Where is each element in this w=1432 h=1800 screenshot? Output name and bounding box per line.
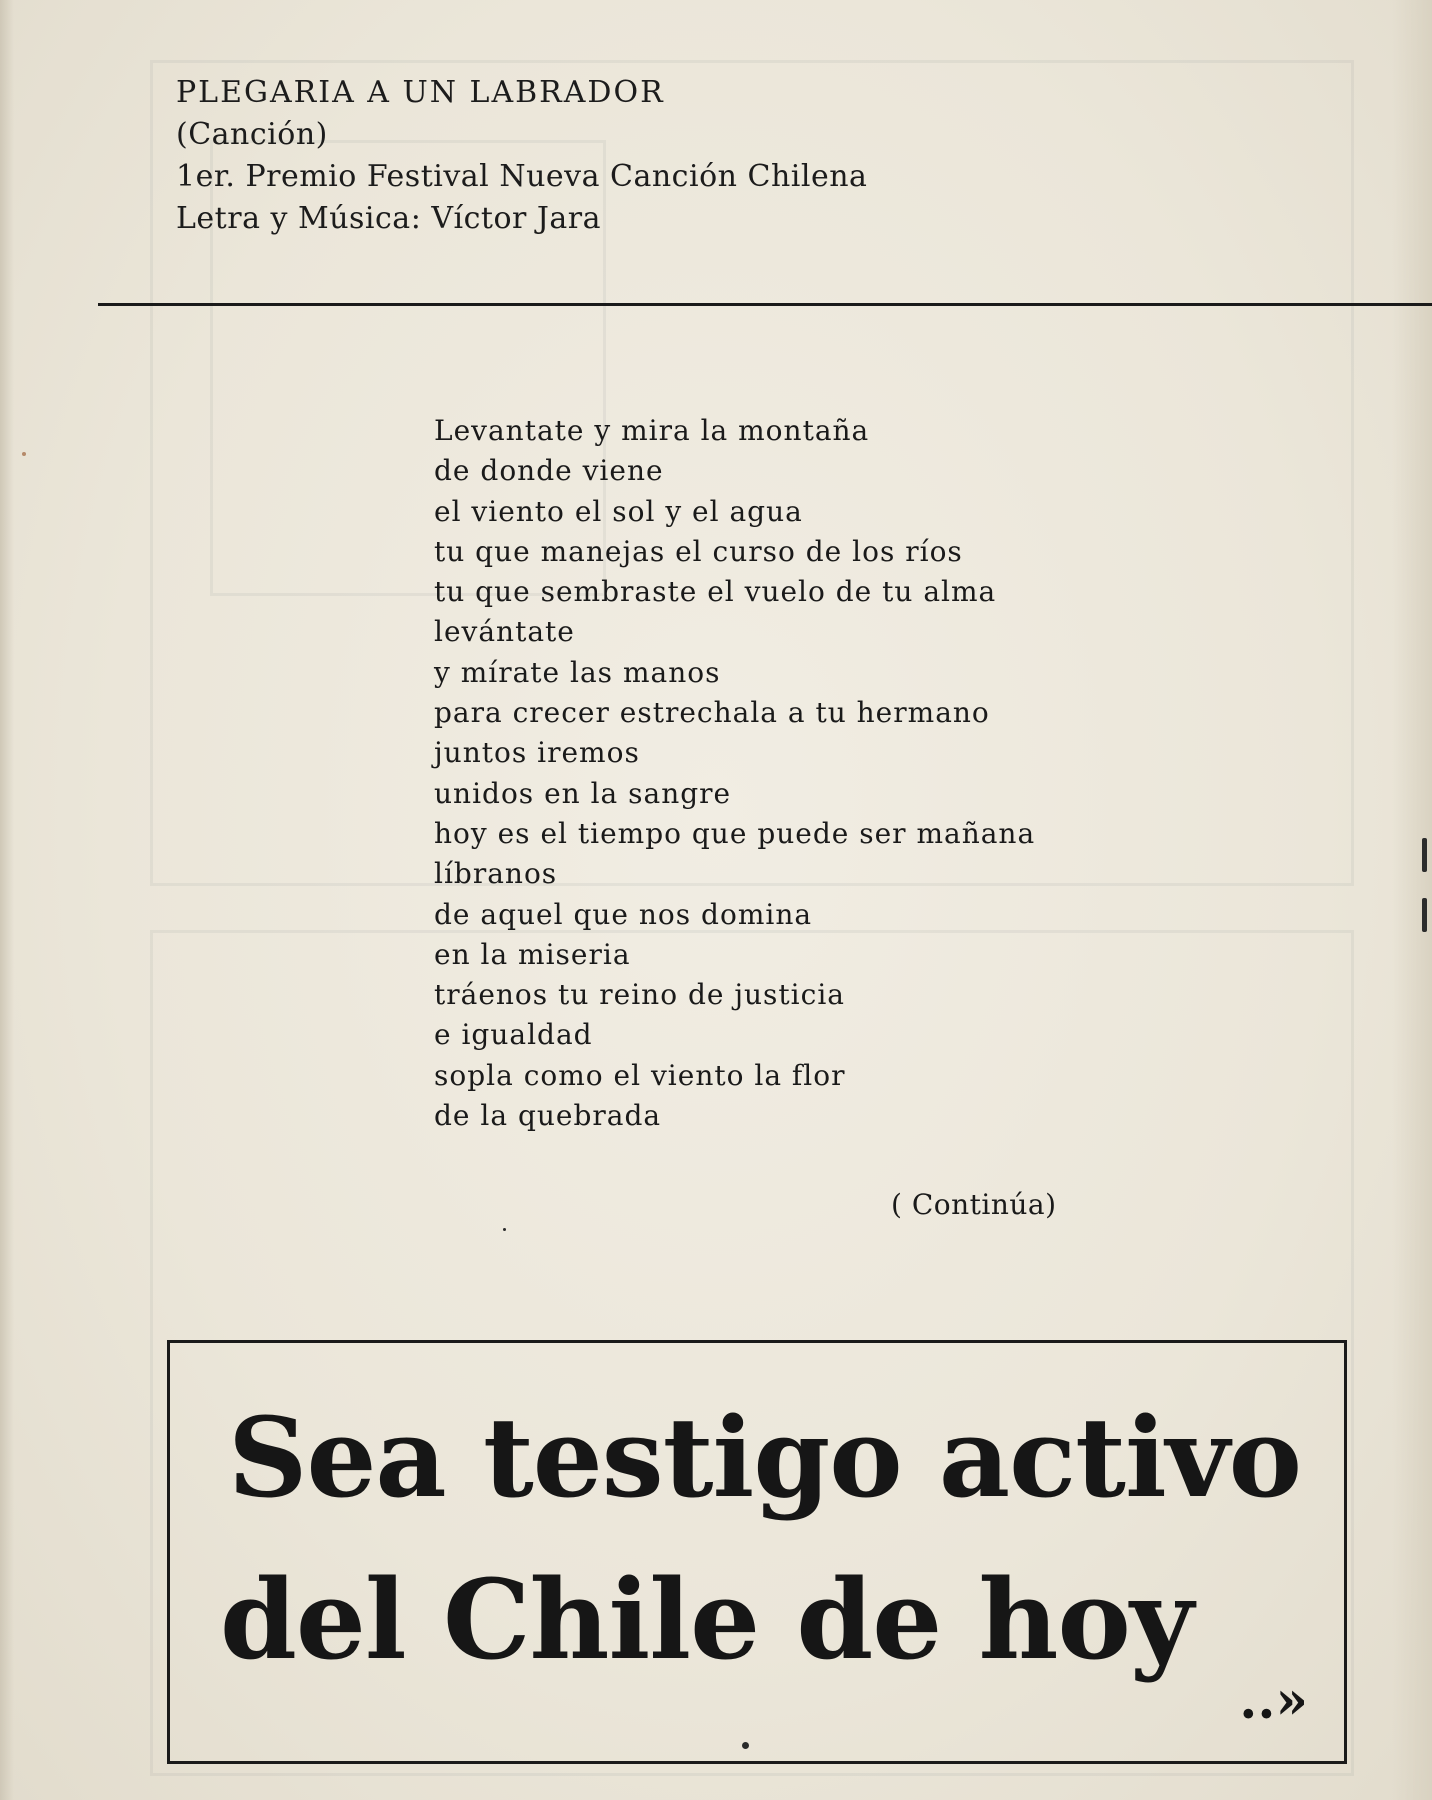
lyric-line: tráenos tu reino de justicia (434, 978, 845, 1012)
lyric-line: tu que sembraste el vuelo de tu alma (434, 575, 997, 609)
lyric-line: de la quebrada (434, 1099, 662, 1133)
lyric-line: y mírate las manos (434, 655, 721, 689)
page-edge-shadow-left (0, 0, 14, 1800)
lyric-line: sopla como el viento la flor (434, 1058, 846, 1092)
ink-speck (742, 1742, 749, 1749)
song-subtitle: (Canción) (176, 117, 328, 152)
lyric-line: Levantate y mira la montaña (434, 414, 870, 447)
lyric-line: el viento el sol y el agua (434, 494, 803, 528)
ink-speck (503, 1228, 506, 1231)
song-header (176, 72, 867, 240)
lyric-line: en la miseria (434, 937, 631, 971)
lyric-line: tu que manejas el curso de los ríos (434, 534, 963, 568)
ad-ornament: ..» (1239, 1670, 1308, 1731)
song-lyrics (434, 411, 1035, 1136)
advertisement-box (167, 1340, 1347, 1764)
staple-mark (1422, 898, 1427, 932)
ad-headline-line2: del Chile de hoy (220, 1555, 1193, 1684)
lyric-line: de donde viene (434, 454, 664, 488)
ink-speck (22, 452, 26, 456)
song-title: PLEGARIA A UN LABRADOR (176, 75, 665, 110)
staple-mark (1422, 838, 1427, 872)
lyric-line: de aquel que nos domina (434, 897, 813, 931)
credits-line: Letra y Música: Víctor Jara (176, 201, 602, 236)
lyric-line: hoy es el tiempo que puede ser mañana (434, 816, 1036, 850)
horizontal-rule (98, 303, 1432, 306)
lyric-line: líbranos (434, 857, 558, 891)
ad-headline-line1: Sea testigo activo (228, 1393, 1302, 1522)
lyric-line: para crecer estrechala a tu hermano (434, 696, 990, 730)
award-line: 1er. Premio Festival Nueva Canción Chilena (176, 159, 868, 194)
continued-note: ( Continúa) (891, 1188, 1057, 1221)
lyric-line: unidos en la sangre (434, 776, 732, 810)
lyric-line: e igualdad (434, 1018, 593, 1052)
lyric-line: juntos iremos (434, 736, 640, 770)
lyric-line: levántate (434, 615, 575, 649)
